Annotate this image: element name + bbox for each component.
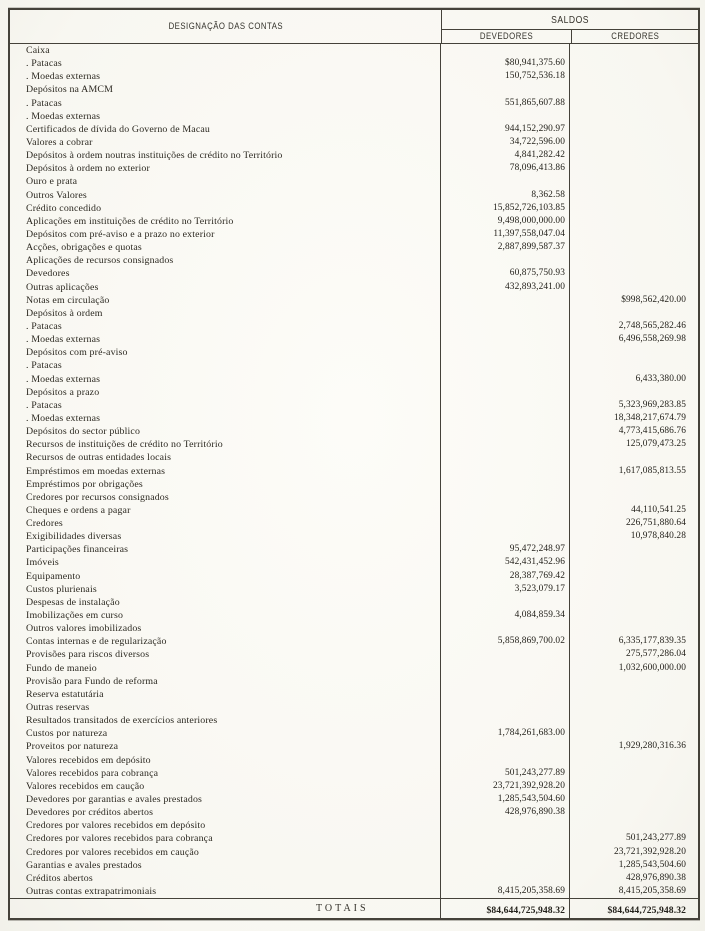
devedores-amount: 1,285,543,504.60 — [441, 793, 570, 806]
table-row — [10, 399, 698, 412]
credores-amount — [570, 149, 698, 162]
account-name: Resultados transitados de exercícios anteriores — [10, 714, 441, 727]
devedores-amount — [441, 44, 570, 57]
devedores-amount — [441, 740, 570, 753]
credores-amount — [570, 202, 698, 215]
credores-amount — [570, 44, 698, 57]
account-name: Despesas de instalação — [10, 596, 441, 609]
account-name: Certificados de dívida do Governo de Macau — [10, 123, 441, 136]
table-row — [10, 175, 698, 188]
credores-amount — [570, 97, 698, 110]
devedores-amount: 1,784,261,683.00 — [441, 727, 570, 740]
account-name: Outros Valores — [10, 189, 441, 202]
devedores-amount — [441, 701, 570, 714]
credores-amount: 8,415,205,358.69 — [618, 886, 686, 896]
devedores-amount: 15,852,726,103.85 — [441, 202, 570, 215]
table-row — [10, 872, 698, 885]
devedores-amount: 28,387,769.42 — [441, 570, 570, 583]
devedores-amount — [441, 675, 570, 688]
table-row — [10, 754, 698, 767]
table-row — [10, 346, 698, 359]
devedores-amount: $80,941,375.60 — [441, 57, 570, 70]
credores-amount — [570, 83, 698, 96]
devedores-amount: 11,397,558,047.04 — [441, 228, 570, 241]
account-name: Devedores por garantias e avales prestados — [10, 793, 441, 806]
totals-credores-amount: $84,644,725,948.32 — [607, 904, 686, 916]
account-name: Depósitos com pré-aviso — [10, 346, 441, 359]
account-name: . Moedas externas — [10, 110, 441, 123]
account-name: Credores por valores recebidos em depósito — [10, 819, 441, 832]
table-row — [10, 832, 698, 845]
table-header — [10, 10, 698, 44]
table-row — [10, 189, 698, 202]
table-row — [10, 228, 698, 241]
credores-amount — [570, 162, 698, 175]
devedores-amount — [441, 478, 570, 491]
table-row — [10, 241, 698, 254]
account-name: Depósitos a prazo — [10, 386, 441, 399]
devedores-amount — [441, 373, 570, 386]
credores-amount — [570, 806, 698, 819]
account-name: Ouro e prata — [10, 175, 441, 188]
credores-amount — [570, 622, 698, 635]
table-row — [10, 57, 698, 70]
credores-amount — [570, 70, 698, 83]
devedores-amount — [441, 662, 570, 675]
devedores-amount — [441, 83, 570, 96]
table-row — [10, 596, 698, 609]
account-name: Custos por natureza — [10, 727, 441, 740]
column-header-credores — [572, 30, 698, 43]
devedores-amount: 9,498,000,000.00 — [441, 215, 570, 228]
devedores-amount — [441, 307, 570, 320]
credores-amount — [570, 123, 698, 136]
credores-amount — [570, 767, 698, 780]
account-name: . Moedas externas — [10, 412, 441, 425]
devedores-amount — [441, 832, 570, 845]
credores-amount — [570, 793, 698, 806]
account-name: Credores por valores recebidos em caução — [10, 846, 441, 859]
totals-label: TOTAIS — [10, 899, 441, 918]
credores-amount — [570, 136, 698, 149]
account-name: . Moedas externas — [10, 70, 441, 83]
credores-amount — [570, 819, 698, 832]
account-name: Garantias e avales prestados — [10, 859, 441, 872]
table-row — [10, 333, 698, 346]
devedores-amount — [441, 872, 570, 885]
devedores-amount — [441, 465, 570, 478]
devedores-amount: 4,084,859.34 — [441, 609, 570, 622]
accounts-table — [8, 8, 700, 920]
table-row — [10, 767, 698, 780]
table-row — [10, 819, 698, 832]
credores-amount: 125,079,473.25 — [626, 439, 686, 450]
table-row — [10, 386, 698, 399]
totals-devedores-amount: $84,644,725,948.32 — [441, 899, 570, 918]
table-row — [10, 44, 698, 57]
table-row — [10, 359, 698, 372]
account-name: . Patacas — [10, 57, 441, 70]
devedores-amount — [441, 451, 570, 464]
devedores-amount: 944,152,290.97 — [441, 123, 570, 136]
credores-amount — [570, 110, 698, 123]
credores-amount: $998,562,420.00 — [621, 294, 686, 305]
account-name: Credores por valores recebidos para cobrança — [10, 832, 441, 845]
table-row — [10, 570, 698, 583]
account-name: Outros valores imobilizados — [10, 622, 441, 635]
table-row — [10, 622, 698, 635]
account-name: Provisões para riscos diversos — [10, 648, 441, 661]
account-name: Outras contas extrapatrimoniais — [10, 885, 441, 898]
credores-amount: 18,348,217,674.79 — [613, 412, 686, 423]
table-body — [10, 44, 698, 898]
table-row — [10, 543, 698, 556]
table-row — [10, 97, 698, 110]
devedores-header-label: DEVEDORES — [479, 31, 534, 42]
devedores-amount: 150,752,536.18 — [441, 70, 570, 83]
table-row — [10, 609, 698, 622]
credores-amount — [570, 281, 698, 294]
devedores-amount — [441, 846, 570, 859]
credores-amount: 6,496,558,269.98 — [618, 334, 686, 345]
account-name: Provisão para Fundo de reforma — [10, 675, 441, 688]
devedores-amount: 8,362.58 — [441, 189, 570, 202]
credores-amount: 6,433,380.00 — [635, 373, 686, 384]
account-name: Depósitos à ordem noutras instituições de crédito no Território — [10, 149, 441, 162]
devedores-amount — [441, 254, 570, 267]
table-row — [10, 662, 698, 675]
account-name: Imobilizações em curso — [10, 609, 441, 622]
account-name: . Patacas — [10, 97, 441, 110]
devedores-amount: 78,096,413.86 — [441, 162, 570, 175]
devedores-amount — [441, 412, 570, 425]
account-name: Recursos de instituições de crédito no Território — [10, 438, 441, 451]
devedores-amount: 60,875,750.93 — [441, 267, 570, 280]
table-row — [10, 714, 698, 727]
credores-amount — [570, 307, 698, 320]
devedores-amount — [441, 504, 570, 517]
account-name: Credores por recursos consignados — [10, 491, 441, 504]
column-header-devedores — [442, 30, 572, 43]
account-name: Valores a cobrar — [10, 136, 441, 149]
table-row — [10, 740, 698, 753]
account-name: Custos plurienais — [10, 583, 441, 596]
credores-amount: 501,243,277.89 — [626, 833, 686, 844]
devedores-amount — [441, 622, 570, 635]
credores-amount — [570, 57, 698, 70]
account-name: Reserva estatutária — [10, 688, 441, 701]
credores-amount: 226,751,880.64 — [626, 518, 686, 529]
account-name: Proveitos por natureza — [10, 740, 441, 753]
credores-amount — [570, 386, 698, 399]
devedores-amount — [441, 438, 570, 451]
table-row — [10, 688, 698, 701]
credores-amount — [570, 228, 698, 241]
devedores-amount — [441, 110, 570, 123]
table-row — [10, 373, 698, 386]
table-row — [10, 215, 698, 228]
account-name: Credores — [10, 517, 441, 530]
credores-amount — [570, 491, 698, 504]
saldos-header-group — [442, 10, 698, 43]
table-row — [10, 123, 698, 136]
devedores-amount — [441, 688, 570, 701]
account-name: Depósitos do sector público — [10, 425, 441, 438]
account-name: Outras reservas — [10, 701, 441, 714]
table-row — [10, 556, 698, 569]
devedores-amount: 501,243,277.89 — [441, 767, 570, 780]
credores-amount — [570, 570, 698, 583]
account-name: Depósitos à ordem no exterior — [10, 162, 441, 175]
devedores-amount: 23,721,392,928.20 — [441, 780, 570, 793]
credores-amount — [570, 688, 698, 701]
saldos-subheaders — [442, 30, 698, 43]
credores-amount — [570, 754, 698, 767]
account-name: . Patacas — [10, 359, 441, 372]
devedores-amount — [441, 425, 570, 438]
devedores-amount: 34,722,596.00 — [441, 136, 570, 149]
credores-amount: 5,323,969,283.85 — [618, 399, 686, 410]
account-name: . Moedas externas — [10, 373, 441, 386]
table-row — [10, 846, 698, 859]
devedores-amount — [441, 346, 570, 359]
account-name: Aplicações de recursos consignados — [10, 254, 441, 267]
account-name: Imóveis — [10, 556, 441, 569]
table-row — [10, 701, 698, 714]
table-row — [10, 320, 698, 333]
devedores-amount — [441, 491, 570, 504]
account-name: . Patacas — [10, 399, 441, 412]
table-row — [10, 70, 698, 83]
devedores-amount: 95,472,248.97 — [441, 543, 570, 556]
devedores-amount — [441, 819, 570, 832]
credores-amount: 4,773,415,686.76 — [618, 426, 686, 437]
account-name: Crédito concedido — [10, 202, 441, 215]
table-row — [10, 478, 698, 491]
credores-amount — [570, 175, 698, 188]
devedores-amount — [441, 648, 570, 661]
credores-header-label: CREDORES — [610, 31, 660, 42]
credores-amount: 1,617,085,813.55 — [618, 465, 686, 476]
table-row — [10, 780, 698, 793]
column-header-saldos — [442, 10, 698, 30]
table-row — [10, 504, 698, 517]
table-row — [10, 885, 698, 898]
credores-amount: 44,110,541.25 — [631, 504, 686, 515]
account-name: Outras aplicações — [10, 281, 441, 294]
account-name: Empréstimos por obrigações — [10, 478, 441, 491]
credores-amount: 1,285,543,504.60 — [618, 859, 686, 870]
devedores-amount — [441, 714, 570, 727]
table-row — [10, 267, 698, 280]
account-name: Depósitos na AMCM — [10, 83, 441, 96]
saldos-header-label: SALDOS — [551, 13, 589, 26]
devedores-amount: 542,431,452.96 — [441, 556, 570, 569]
table-row — [10, 307, 698, 320]
account-name: Valores recebidos em depósito — [10, 754, 441, 767]
table-row — [10, 793, 698, 806]
credores-amount — [570, 556, 698, 569]
devedores-amount — [441, 386, 570, 399]
devedores-amount — [441, 596, 570, 609]
devedores-amount: 4,841,282.42 — [441, 149, 570, 162]
table-row — [10, 583, 698, 596]
credores-amount — [570, 241, 698, 254]
table-row — [10, 83, 698, 96]
table-row — [10, 294, 698, 307]
table-row — [10, 451, 698, 464]
table-row — [10, 149, 698, 162]
credores-amount — [570, 267, 698, 280]
account-name: Empréstimos em moedas externas — [10, 465, 441, 478]
credores-amount: 2,748,565,282.46 — [618, 320, 686, 331]
account-name: Equipamento — [10, 570, 441, 583]
table-row — [10, 136, 698, 149]
devedores-amount: 5,858,869,700.02 — [441, 635, 570, 648]
account-name: Aplicações em instituições de crédito no Território — [10, 215, 441, 228]
credores-amount — [570, 346, 698, 359]
account-name: Caixa — [10, 44, 441, 57]
table-row — [10, 727, 698, 740]
credores-amount: 275,577,286.04 — [626, 649, 686, 660]
account-name: Exigibilidades diversas — [10, 530, 441, 543]
credores-amount — [570, 189, 698, 202]
table-row — [10, 425, 698, 438]
account-name: Participações financeiras — [10, 543, 441, 556]
designacao-header-label: DESIGNAÇÃO DAS CONTAS — [168, 21, 283, 32]
table-row — [10, 162, 698, 175]
credores-amount: 6,335,177,839.35 — [618, 636, 686, 647]
devedores-amount — [441, 333, 570, 346]
table-row — [10, 491, 698, 504]
table-row — [10, 412, 698, 425]
devedores-amount — [441, 320, 570, 333]
credores-amount — [570, 714, 698, 727]
account-name: Depósitos com pré-aviso e a prazo no exterior — [10, 228, 441, 241]
credores-amount — [570, 780, 698, 793]
credores-amount — [570, 583, 698, 596]
devedores-amount — [441, 754, 570, 767]
credores-amount — [570, 254, 698, 267]
devedores-amount: 3,523,079.17 — [441, 583, 570, 596]
account-name: Cheques e ordens a pagar — [10, 504, 441, 517]
devedores-amount: 551,865,607.88 — [441, 97, 570, 110]
credores-amount — [570, 359, 698, 372]
account-name: Depósitos à ordem — [10, 307, 441, 320]
credores-amount: 10,978,840.28 — [630, 531, 686, 542]
credores-amount — [570, 596, 698, 609]
table-row — [10, 110, 698, 123]
credores-amount: 1,032,600,000.00 — [618, 662, 686, 673]
devedores-amount: 2,887,899,587.37 — [441, 241, 570, 254]
table-row — [10, 675, 698, 688]
account-name: Acções, obrigações e quotas — [10, 241, 441, 254]
table-row — [10, 281, 698, 294]
account-name: Devedores — [10, 267, 441, 280]
account-name: Devedores por créditos abertos — [10, 806, 441, 819]
credores-amount: 23,721,392,928.20 — [613, 846, 686, 857]
table-row — [10, 648, 698, 661]
credores-amount — [570, 675, 698, 688]
table-row — [10, 202, 698, 215]
account-name: Fundo de maneio — [10, 662, 441, 675]
credores-amount — [570, 451, 698, 464]
table-row — [10, 859, 698, 872]
account-name: Valores recebidos para cobrança — [10, 767, 441, 780]
table-row — [10, 465, 698, 478]
account-name: . Moedas externas — [10, 333, 441, 346]
account-name: Notas em circulação — [10, 294, 441, 307]
table-row — [10, 806, 698, 819]
devedores-amount — [441, 399, 570, 412]
table-row — [10, 517, 698, 530]
account-name: Créditos abertos — [10, 872, 441, 885]
devedores-amount — [441, 294, 570, 307]
credores-amount — [570, 215, 698, 228]
credores-amount — [570, 543, 698, 556]
column-header-designacao-das-contas — [10, 10, 442, 43]
table-row — [10, 254, 698, 267]
account-name: Recursos de outras entidades locais — [10, 451, 441, 464]
devedores-amount: 432,893,241.00 — [441, 281, 570, 294]
devedores-amount — [441, 175, 570, 188]
table-row — [10, 438, 698, 451]
credores-amount: 428,976,890.38 — [626, 872, 686, 883]
account-name: Contas internas e de regularização — [10, 635, 441, 648]
devedores-amount — [441, 359, 570, 372]
credores-amount — [570, 478, 698, 491]
devedores-amount: 8,415,205,358.69 — [441, 885, 570, 898]
credores-amount — [570, 609, 698, 622]
table-row — [10, 635, 698, 648]
account-name: Valores recebidos em caução — [10, 780, 441, 793]
credores-amount: 1,929,280,316.36 — [618, 741, 686, 752]
credores-amount — [570, 727, 698, 740]
devedores-amount — [441, 859, 570, 872]
devedores-amount: 428,976,890.38 — [441, 806, 570, 819]
devedores-amount — [441, 517, 570, 530]
devedores-amount — [441, 530, 570, 543]
totals-row — [10, 898, 698, 918]
table-row — [10, 530, 698, 543]
credores-amount — [570, 701, 698, 714]
account-name: . Patacas — [10, 320, 441, 333]
